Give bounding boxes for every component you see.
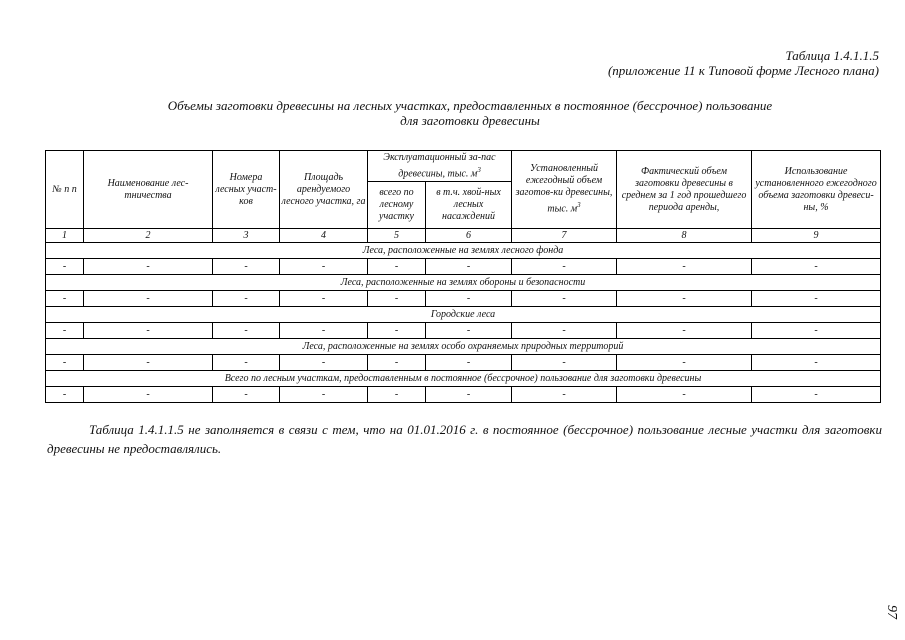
table-row bbox=[46, 259, 881, 275]
empty-cell: - bbox=[213, 387, 280, 403]
column-number: 4 bbox=[280, 229, 368, 243]
empty-cell: - bbox=[84, 259, 213, 275]
harvest-volume-table bbox=[45, 150, 881, 403]
column-number: 8 bbox=[617, 229, 752, 243]
empty-cell: - bbox=[752, 387, 881, 403]
header-operational-stock-text: Эксплуатационный за-пас древесины, тыс. м bbox=[383, 151, 496, 180]
empty-cell: - bbox=[213, 259, 280, 275]
header-stock-coniferous: в т.ч. хвой-ных лесных насаждений bbox=[426, 182, 512, 229]
empty-cell: - bbox=[426, 355, 512, 371]
header-number: № п п bbox=[46, 151, 84, 229]
empty-cell: - bbox=[512, 323, 617, 339]
empty-cell: - bbox=[512, 387, 617, 403]
empty-cell: - bbox=[617, 323, 752, 339]
header-stock-total: всего по лесному участку bbox=[368, 182, 426, 229]
empty-cell: - bbox=[46, 259, 84, 275]
empty-cell: - bbox=[46, 291, 84, 307]
empty-cell: - bbox=[368, 355, 426, 371]
column-number: 1 bbox=[46, 229, 84, 243]
empty-cell: - bbox=[213, 355, 280, 371]
page-number: 97 bbox=[884, 605, 899, 619]
empty-cell: - bbox=[512, 291, 617, 307]
empty-cell: - bbox=[84, 323, 213, 339]
header-annual-volume bbox=[512, 151, 617, 229]
empty-cell: - bbox=[46, 355, 84, 371]
empty-cell: - bbox=[752, 259, 881, 275]
header-plot-numbers: Номера лесных участ-ков bbox=[213, 151, 280, 229]
table-row bbox=[46, 355, 881, 371]
header-usage-percent: Использование установленного ежегодного объема заготовки древеси-ны, % bbox=[752, 151, 881, 229]
section-heading: Леса, расположенные на землях лесного фонда bbox=[46, 243, 881, 259]
cubic-superscript: 3 bbox=[577, 201, 581, 210]
column-number: 5 bbox=[368, 229, 426, 243]
empty-cell: - bbox=[280, 259, 368, 275]
title-line-1: Объемы заготовки древесины на лесных участках, предоставленных в постоянное (бессрочное) пользование bbox=[167, 98, 773, 113]
empty-cell: - bbox=[368, 323, 426, 339]
empty-cell: - bbox=[368, 291, 426, 307]
empty-cell: - bbox=[280, 323, 368, 339]
empty-cell: - bbox=[213, 291, 280, 307]
column-number: 3 bbox=[213, 229, 280, 243]
section-heading: Леса, расположенные на землях обороны и безопасности bbox=[46, 275, 881, 291]
column-number: 9 bbox=[752, 229, 881, 243]
cubic-superscript: 3 bbox=[477, 165, 481, 174]
empty-cell: - bbox=[617, 291, 752, 307]
table-row bbox=[46, 387, 881, 403]
empty-cell: - bbox=[280, 291, 368, 307]
empty-cell: - bbox=[617, 355, 752, 371]
empty-cell: - bbox=[512, 355, 617, 371]
title-line-2: для заготовки древесины bbox=[400, 113, 540, 128]
column-number: 7 bbox=[512, 229, 617, 243]
empty-cell: - bbox=[512, 259, 617, 275]
empty-cell: - bbox=[426, 323, 512, 339]
appendix-reference: (приложение 11 к Типовой форме Лесного плана) bbox=[607, 63, 879, 78]
empty-cell: - bbox=[84, 291, 213, 307]
empty-cell: - bbox=[280, 387, 368, 403]
empty-cell: - bbox=[84, 355, 213, 371]
header-actual-volume: Фактический объем заготовки древесины в среднем за 1 год прошедшего периода аренды, bbox=[617, 151, 752, 229]
empty-cell: - bbox=[46, 323, 84, 339]
table-note: Таблица 1.4.1.1.5 не заполняется в связи с тем, что на 01.01.2016 г. в постоянное (бессрочное) пользование лесные участки для заготовки древесины не предоставлялись. bbox=[47, 422, 882, 456]
header-operational-stock bbox=[368, 151, 512, 182]
empty-cell: - bbox=[752, 355, 881, 371]
column-number: 6 bbox=[426, 229, 512, 243]
table-body bbox=[46, 243, 881, 403]
empty-cell: - bbox=[752, 291, 881, 307]
empty-cell: - bbox=[84, 387, 213, 403]
document-title bbox=[60, 98, 880, 128]
empty-cell: - bbox=[368, 259, 426, 275]
section-heading: Городские леса bbox=[46, 307, 881, 323]
empty-cell: - bbox=[46, 387, 84, 403]
column-number: 2 bbox=[84, 229, 213, 243]
empty-cell: - bbox=[426, 291, 512, 307]
table-number: Таблица 1.4.1.1.5 bbox=[785, 48, 879, 63]
section-heading: Леса, расположенные на землях особо охраняемых природных территорий bbox=[46, 339, 881, 355]
table-row bbox=[46, 291, 881, 307]
section-heading: Всего по лесным участкам, предоставленным в постоянное (бессрочное) пользование для заготовки древесины bbox=[46, 371, 881, 387]
empty-cell: - bbox=[426, 387, 512, 403]
empty-cell: - bbox=[280, 355, 368, 371]
empty-cell: - bbox=[426, 259, 512, 275]
empty-cell: - bbox=[617, 387, 752, 403]
empty-cell: - bbox=[213, 323, 280, 339]
table-reference bbox=[608, 48, 879, 78]
empty-cell: - bbox=[752, 323, 881, 339]
empty-cell: - bbox=[368, 387, 426, 403]
table-row bbox=[46, 323, 881, 339]
empty-cell: - bbox=[617, 259, 752, 275]
header-annual-volume-text: Установленный ежегодный объем заготов-ки древесины, тыс. м bbox=[515, 163, 613, 215]
header-forestry-name: Наименование лес-тничества bbox=[84, 151, 213, 229]
header-leased-area: Площадь арендуемого лесного участка, га bbox=[280, 151, 368, 229]
